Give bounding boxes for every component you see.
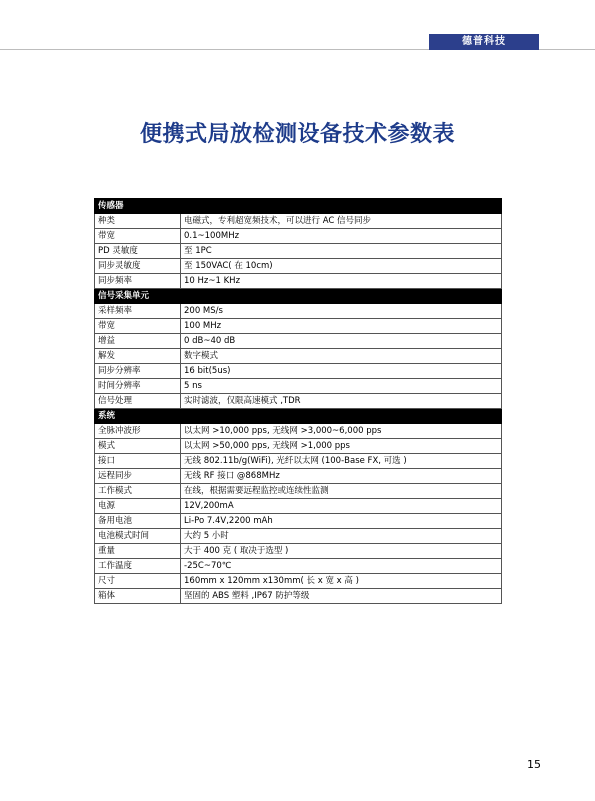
spec-value: 0.1~100MHz bbox=[181, 229, 502, 244]
spec-value: 至 1PC bbox=[181, 244, 502, 259]
table-row bbox=[95, 529, 502, 544]
brand-label: 德普科技 bbox=[429, 34, 539, 50]
spec-label: 时间分辨率 bbox=[95, 379, 181, 394]
table-row bbox=[95, 439, 502, 454]
table-row bbox=[95, 394, 502, 409]
spec-label: 备用电池 bbox=[95, 514, 181, 529]
spec-table bbox=[94, 198, 502, 604]
table-row bbox=[95, 364, 502, 379]
spec-value: 12V,200mA bbox=[181, 499, 502, 514]
spec-label: 接口 bbox=[95, 454, 181, 469]
spec-value: 无线 RF 接口 @868MHz bbox=[181, 469, 502, 484]
table-row bbox=[95, 499, 502, 514]
spec-value: 16 bit(5us) bbox=[181, 364, 502, 379]
spec-value: 200 MS/s bbox=[181, 304, 502, 319]
spec-label: 增益 bbox=[95, 334, 181, 349]
section-header bbox=[95, 289, 502, 304]
table-row bbox=[95, 454, 502, 469]
spec-label: 电源 bbox=[95, 499, 181, 514]
spec-value: 100 MHz bbox=[181, 319, 502, 334]
spec-label: 同步灵敏度 bbox=[95, 259, 181, 274]
spec-label: 解发 bbox=[95, 349, 181, 364]
table-row bbox=[95, 574, 502, 589]
spec-value: 数字模式 bbox=[181, 349, 502, 364]
spec-label: 同步分辨率 bbox=[95, 364, 181, 379]
section-title: 信号采集单元 bbox=[95, 289, 502, 304]
table-row bbox=[95, 544, 502, 559]
spec-value: 5 ns bbox=[181, 379, 502, 394]
spec-value: 至 150VAC( 在 10cm) bbox=[181, 259, 502, 274]
spec-value: 无线 802.11b/g(WiFi), 光纤以太网 (100-Base FX, 可选 ) bbox=[181, 454, 502, 469]
spec-value: 0 dB~40 dB bbox=[181, 334, 502, 349]
spec-value: 160mm x 120mm x130mm( 长 x 宽 x 高 ) bbox=[181, 574, 502, 589]
table-row bbox=[95, 469, 502, 484]
spec-label: 重量 bbox=[95, 544, 181, 559]
table-row bbox=[95, 424, 502, 439]
spec-label: 采样频率 bbox=[95, 304, 181, 319]
spec-label: 模式 bbox=[95, 439, 181, 454]
table-row bbox=[95, 559, 502, 574]
spec-label: PD 灵敏度 bbox=[95, 244, 181, 259]
spec-label: 全脉冲波形 bbox=[95, 424, 181, 439]
spec-label: 尺寸 bbox=[95, 574, 181, 589]
spec-label: 电池模式时间 bbox=[95, 529, 181, 544]
spec-value: 电磁式，专利超宽频技术，可以进行 AC 信号同步 bbox=[181, 214, 502, 229]
spec-value: 10 Hz~1 KHz bbox=[181, 274, 502, 289]
spec-value: -25C~70℃ bbox=[181, 559, 502, 574]
table-row bbox=[95, 379, 502, 394]
spec-value: 在线，根据需要远程监控或连续性监测 bbox=[181, 484, 502, 499]
spec-label: 种类 bbox=[95, 214, 181, 229]
spec-label: 带宽 bbox=[95, 229, 181, 244]
table-row bbox=[95, 589, 502, 604]
table-row bbox=[95, 484, 502, 499]
section-title: 系统 bbox=[95, 409, 502, 424]
spec-value: 大于 400 克 ( 取决于选型 ) bbox=[181, 544, 502, 559]
spec-label: 工作温度 bbox=[95, 559, 181, 574]
section-header bbox=[95, 409, 502, 424]
spec-value: 以太网 >10,000 pps, 无线网 >3,000~6,000 pps bbox=[181, 424, 502, 439]
section-header bbox=[95, 199, 502, 214]
spec-label: 箱体 bbox=[95, 589, 181, 604]
spec-value: Li-Po 7.4V,2200 mAh bbox=[181, 514, 502, 529]
section-title: 传感器 bbox=[95, 199, 502, 214]
table-row bbox=[95, 349, 502, 364]
spec-label: 信号处理 bbox=[95, 394, 181, 409]
table-row bbox=[95, 244, 502, 259]
page-number: 15 bbox=[527, 758, 541, 771]
table-row bbox=[95, 229, 502, 244]
table-row bbox=[95, 334, 502, 349]
table-row bbox=[95, 304, 502, 319]
spec-label: 带宽 bbox=[95, 319, 181, 334]
spec-label: 工作模式 bbox=[95, 484, 181, 499]
page-title: 便携式局放检测设备技术参数表 bbox=[139, 122, 455, 147]
spec-value: 以太网 >50,000 pps, 无线网 >1,000 pps bbox=[181, 439, 502, 454]
table-row bbox=[95, 514, 502, 529]
table-row bbox=[95, 214, 502, 229]
spec-value: 大约 5 小时 bbox=[181, 529, 502, 544]
spec-value: 实时滤波，仅限高速模式 ,TDR bbox=[181, 394, 502, 409]
table-row bbox=[95, 259, 502, 274]
table-row bbox=[95, 319, 502, 334]
table-row bbox=[95, 274, 502, 289]
spec-label: 远程同步 bbox=[95, 469, 181, 484]
spec-label: 同步频率 bbox=[95, 274, 181, 289]
spec-value: 坚固的 ABS 塑料 ,IP67 防护等级 bbox=[181, 589, 502, 604]
